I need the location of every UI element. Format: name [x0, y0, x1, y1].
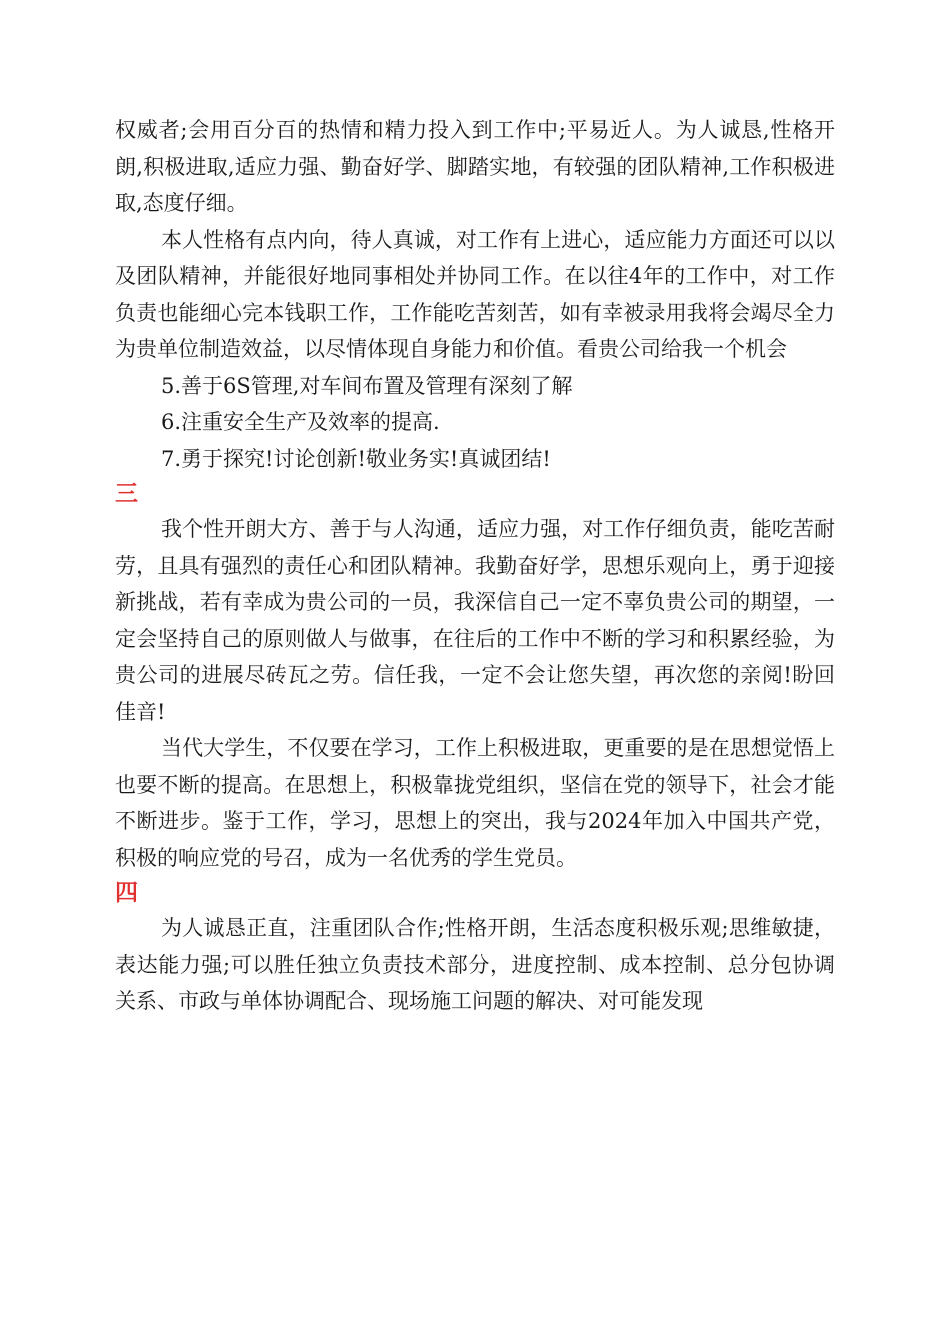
- paragraph-intro-continued: 权威者;会用百分百的热情和精力投入到工作中;平易近人。为人诚恳,性格开朗,积极进取,适应力强、勤奋好学、脚踏实地，有较强的团队精神,工作积极进取,态度仔细。: [115, 118, 835, 215]
- paragraph-section-3-self-intro: 我个性开朗大方、善于与人沟通，适应力强，对工作仔细负责，能吃苦耐劳，且具有强烈的责任心和团队精神。我勤奋好学，思想乐观向上，勇于迎接新挑战，若有幸成为贵公司的一员，我深信自己一定不辜负贵公司的期望，一定会坚持自己的原则做人与做事，在往后的工作中不断的学习和积累经验，为贵公司的进展尽砖瓦之劳。信任我，一定不会让您失望，再次您的亲阅!盼回佳音!: [115, 517, 835, 724]
- list-item-7: 7.勇于探究!讨论创新!敬业务实!真诚团结!: [161, 446, 551, 471]
- paragraph-section-3-student: 当代大学生，不仅要在学习，工作上积极进取，更重要的是在思想觉悟上也要不断的提高。在思想上，积极靠拢党组织，坚信在党的领导下，社会才能不断进步。鉴于工作，学习，思想上的突出，我与2024年加入中国共产党，积极的响应党的号召，成为一名优秀的学生党员。: [115, 736, 835, 870]
- list-item-6: 6.注重安全生产及效率的提高.: [161, 410, 440, 434]
- section-heading-3: 三: [115, 481, 138, 507]
- paragraph-section-4: 为人诚恳正直，注重团队合作;性格开朗，生活态度积极乐观;思维敏捷，表达能力强;可以胜任独立负责技术部分，进度控制、成本控制、总分包协调关系、市政与单体协调配合、现场施工问题的解决、对可能发现: [115, 916, 835, 1013]
- list-item-5: 5.善于6S管理,对车间布置及管理有深刻了解: [161, 373, 573, 398]
- document-body: [115, 112, 835, 1020]
- section-heading-4: 四: [115, 880, 138, 906]
- paragraph-personality: 本人性格有点内向，待人真诚，对工作有上进心，适应能力方面还可以以及团队精神，并能很好地同事相处并协同工作。在以往4年的工作中，对工作负责也能细心完本钱职工作，工作能吃苦刻苦，如有幸被录用我将会竭尽全力为贵单位制造效益，以尽情体现自身能力和价值。看贵公司给我一个机会: [115, 227, 835, 361]
